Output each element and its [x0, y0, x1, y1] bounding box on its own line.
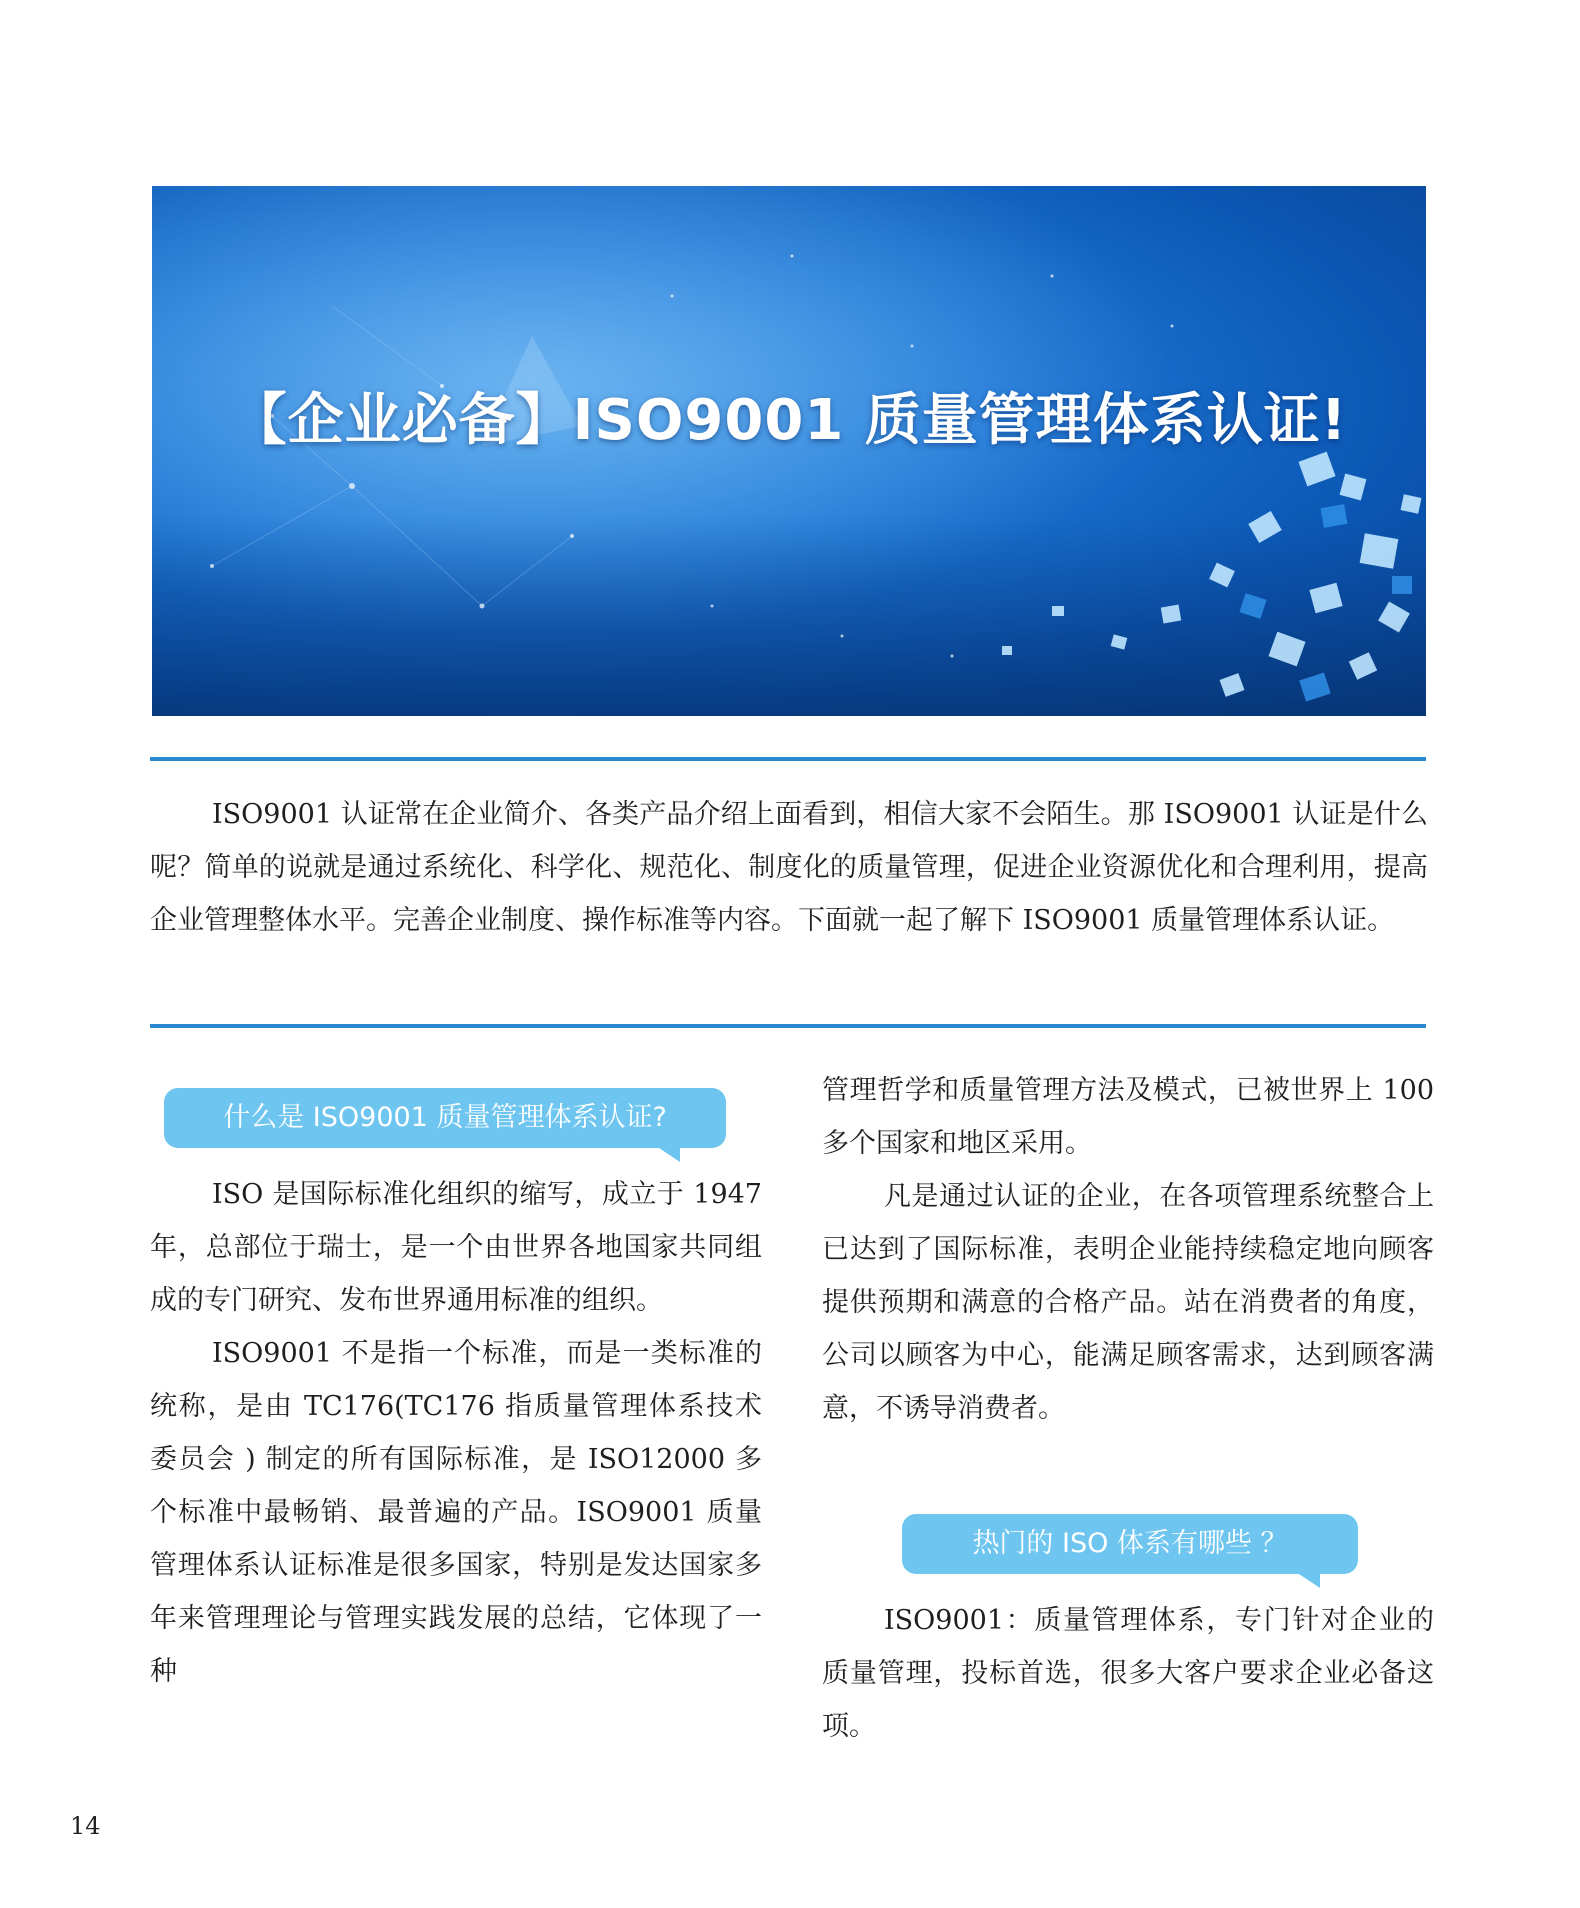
right-column-bottom — [822, 1594, 1434, 1753]
bottom-divider — [150, 1024, 1426, 1028]
left-paragraph-1: ISO 是国际标准化组织的缩写，成立于 1947 年，总部位于瑞士，是一个由世界各地国家共同组成的专门研究、发布世界通用标准的组织。 — [150, 1179, 762, 1316]
right-paragraph-continued: 管理哲学和质量管理方法及模式，已被世界上 100 多个国家和地区采用。 — [822, 1075, 1434, 1159]
right-column-top — [822, 1064, 1434, 1435]
page-number: 14 — [70, 1812, 101, 1840]
left-column — [150, 1168, 762, 1698]
banner-title: 【企业必备】ISO9001 质量管理体系认证! — [230, 388, 1348, 453]
right-paragraph-3: ISO9001：质量管理体系，专门针对企业的质量管理，投标首选，很多大客户要求企业必备这项。 — [822, 1605, 1434, 1742]
section-bubble-what-is-iso9001: 什么是 ISO9001 质量管理体系认证? — [164, 1088, 726, 1148]
section-bubble-popular-iso: 热门的 ISO 体系有哪些 ？ — [902, 1514, 1358, 1574]
left-paragraph-2: ISO9001 不是指一个标准，而是一类标准的统称，是由 TC176(TC176 指质量管理体系技术委员会 ) 制定的所有国际标准，是 ISO12000 多个标准中最畅销、最普遍的产品。ISO9001 质量管理体系认证标准是很多国家，特别是发达国家多年来管理理论与管理实践发展的总结，它体现了一种 — [150, 1338, 762, 1687]
right-paragraph-2: 凡是通过认证的企业，在各项管理系统整合上已达到了国际标准，表明企业能持续稳定地向顾客提供预期和满意的合格产品。站在消费者的角度，公司以顾客为中心，能满足顾客需求，达到顾客满意，不诱导消费者。 — [822, 1181, 1434, 1424]
intro-section — [150, 788, 1428, 947]
header-banner — [152, 186, 1426, 716]
intro-paragraph: ISO9001 认证常在企业简介、各类产品介绍上面看到，相信大家不会陌生。那 ISO9001 认证是什么呢？简单的说就是通过系统化、科学化、规范化、制度化的质量管理，促进企业资源优化和合理利用，提高企业管理整体水平。完善企业制度、操作标准等内容。下面就一起了解下 ISO9001 质量管理体系认证。 — [150, 799, 1428, 936]
top-divider — [150, 757, 1426, 761]
